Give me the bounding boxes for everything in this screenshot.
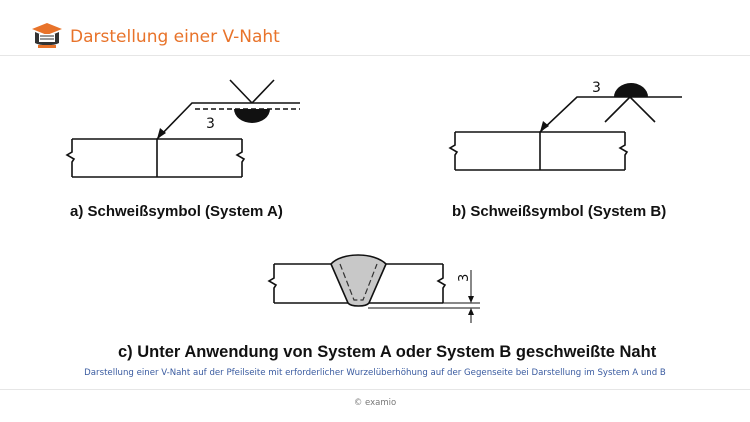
root-reinforcement-symbol	[234, 109, 270, 123]
v-symbol-right	[252, 80, 274, 103]
dimension-arrow-up	[468, 308, 474, 315]
break-mark-right	[620, 132, 627, 170]
panel-b-drawing	[450, 97, 682, 170]
figure-caption: Darstellung einer V-Naht auf der Pfeilseite mit erforderlicher Wurzelüberhöhung auf der Gegenseite bei Darstellung im System A und B	[84, 368, 666, 378]
panel-a-label: a) Schweißsymbol (System A)	[70, 203, 283, 220]
dimension-a: 3	[206, 116, 215, 132]
v-symbol-right	[630, 97, 655, 122]
v-symbol-left	[605, 97, 630, 122]
footer-divider	[0, 389, 750, 390]
root-reinforcement-symbol	[614, 83, 648, 97]
arrow-head	[540, 121, 549, 132]
break-mark-left	[269, 264, 276, 303]
dimension-c: 3	[457, 273, 472, 282]
panel-a-drawing	[67, 80, 300, 177]
panel-b-label: b) Schweißsymbol (System B)	[452, 203, 667, 220]
break-mark-right	[438, 264, 445, 303]
dimension-b: 3	[592, 80, 601, 96]
weld-bead	[331, 255, 386, 306]
header	[0, 0, 750, 56]
arrow-head	[157, 128, 166, 139]
break-mark-left	[450, 132, 457, 170]
break-mark-right	[237, 139, 244, 177]
dimension-arrow-down	[468, 296, 474, 303]
page-title: Darstellung einer V-Naht	[70, 27, 280, 47]
panel-c-label: c) Unter Anwendung von System A oder System B geschweißte Naht	[118, 343, 657, 361]
arrow-line	[540, 97, 682, 132]
v-symbol-left	[230, 80, 252, 103]
footer-copyright: © examio	[353, 398, 397, 408]
break-mark-left	[67, 139, 74, 177]
examio-logo-icon	[30, 20, 64, 50]
